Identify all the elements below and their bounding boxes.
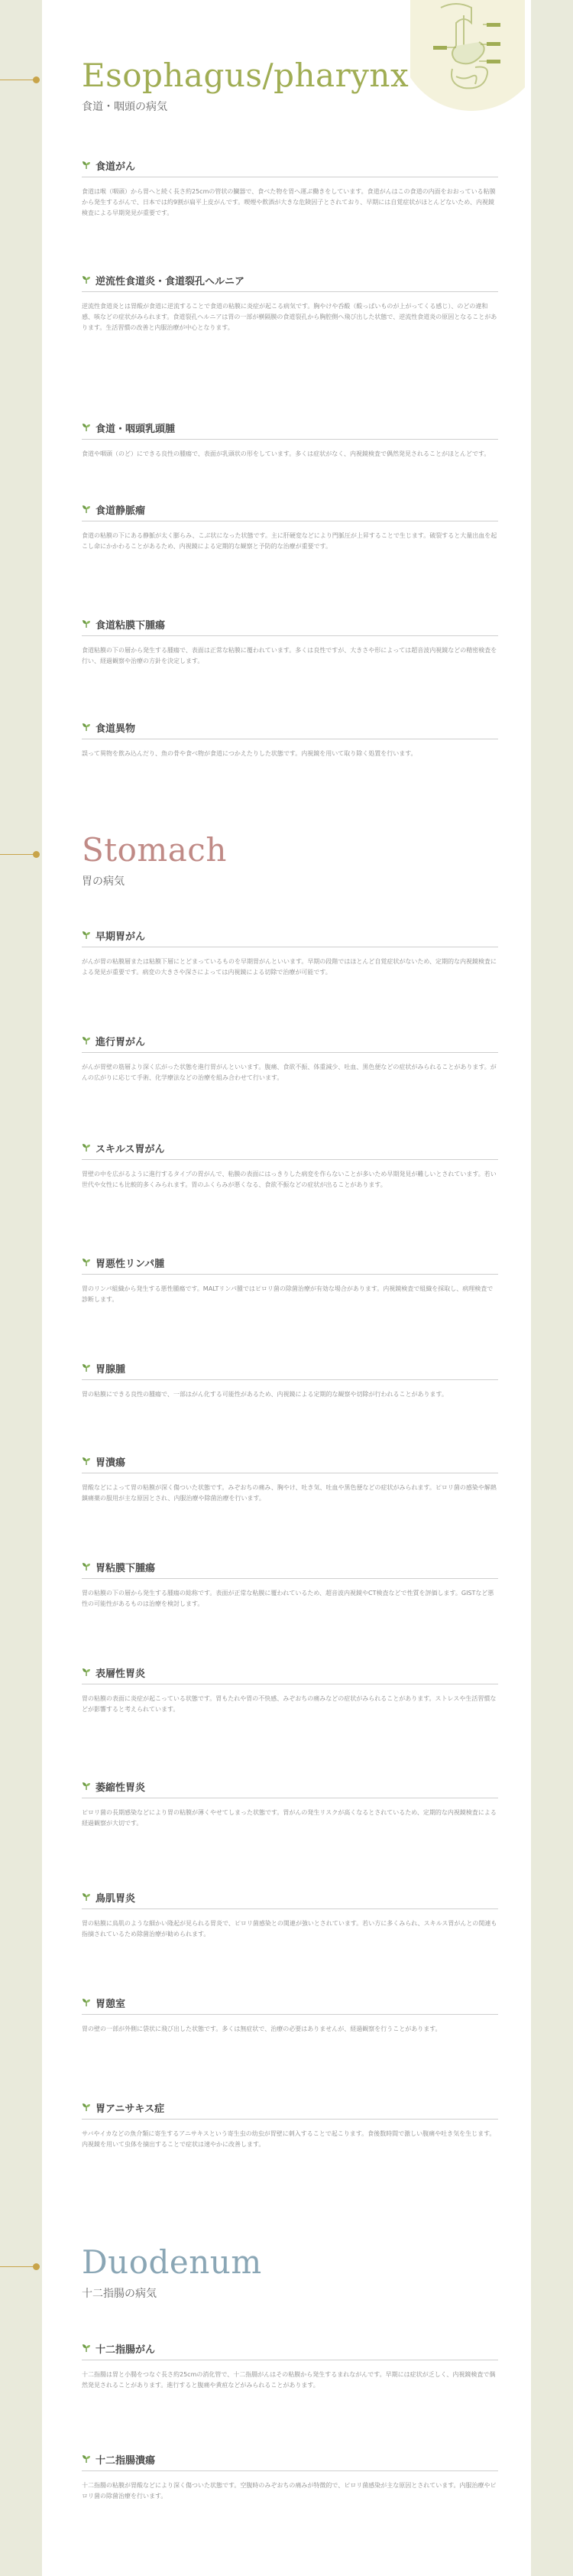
entry-body: がんが胃壁の筋層より深く広がった状態を進行胃がんといいます。腹痛、食欲不振、体重減少、吐血、黒色便などの症状がみられることがあります。がんの広がりに応じて手術、化学療法などの治療を組み合わせて行います。 xyxy=(82,1064,497,1081)
sprout-icon xyxy=(82,275,91,284)
disease-entry xyxy=(82,1778,498,1829)
section-marker-dot xyxy=(33,851,40,858)
disease-entry xyxy=(82,2451,498,2502)
entry-title: 鳥肌胃炎 xyxy=(96,1892,136,1905)
entry-body: 食道粘膜の下の層から発生する腫瘍で、表面は正常な粘膜に覆われています。多くは良性ですが、大きさや形によっては超音波内視鏡などの精密検査を行い、経過観察や治療の方針を決定します。 xyxy=(82,647,497,664)
entry-title: 食道・咽頭乳頭腫 xyxy=(96,423,176,435)
entry-body: 胃壁の中を広がるように進行するタイプの胃がんで、粘膜の表面にはっきりした病変を作らないことが多いため早期発見が難しいとされています。若い世代や女性にも比較的多くみられます。胃のふくらみが悪くなる、食欲不振などの症状が出ることがあります。 xyxy=(82,1171,497,1188)
entry-title: 胃潰瘍 xyxy=(96,1457,126,1469)
sprout-icon xyxy=(82,1363,91,1372)
entry-body: 胃の粘膜に鳥肌のような細かい隆起が見られる胃炎で、ピロリ菌感染との関連が強いとされています。若い方に多くみられ、スキルス胃がんとの関連も指摘されているため除菌治療が勧められます。 xyxy=(82,1920,497,1938)
entry-title: 胃アニサキス症 xyxy=(96,2103,165,2115)
section-subtitle: 胃の病気 xyxy=(82,875,125,888)
section-title: Duodenum xyxy=(82,2243,262,2281)
sprout-icon xyxy=(82,423,91,432)
sprout-icon xyxy=(82,1457,91,1466)
disease-entry xyxy=(82,616,498,667)
entry-body: 胃の粘膜の下の層から発生する腫瘍の総称です。表面が正常な粘膜に覆われているため、超音波内視鏡やCT検査などで性質を評価します。GISTなど悪性の可能性があるものは治療を検討します。 xyxy=(82,1590,494,1607)
section-marker-dot xyxy=(33,76,40,83)
digestive-organ-illustration xyxy=(410,0,525,115)
sprout-icon xyxy=(82,1562,91,1571)
entry-body: 胃のリンパ組織から発生する悪性腫瘍です。MALTリンパ腫ではピロリ菌の除菌治療が有効な場合があります。内視鏡検査で組織を採取し、病理検査で診断します。 xyxy=(82,1285,494,1303)
disease-entry xyxy=(82,1664,498,1715)
section-title: Stomach xyxy=(82,831,227,869)
entry-title: 食道異物 xyxy=(96,723,136,735)
entry-title: 胃憩室 xyxy=(96,1998,126,2010)
sprout-icon xyxy=(82,2454,91,2464)
section-subtitle: 食道・咽頭の病気 xyxy=(82,101,167,113)
entry-title: 食道粘膜下腫瘍 xyxy=(96,619,166,632)
entry-body: ピロリ菌の長期感染などにより胃の粘膜が薄くやせてしまった状態です。胃がんの発生リスクが高くなるとされているため、定期的な内視鏡検査による経過観察が大切です。 xyxy=(82,1809,497,1827)
entry-body: がんが胃の粘膜層または粘膜下層にとどまっているものを早期胃がんといいます。早期の段階ではほとんど自覚症状がないため、定期的な内視鏡検査による発見が重要です。病変の大きさや深さによっては内視鏡による切除で治療が可能です。 xyxy=(82,958,497,976)
entry-body: 十二指腸は胃と小腸をつなぐ長さ約25cmの消化管で、十二指腸がんはその粘膜から発生するまれながんです。早期には症状が乏しく、内視鏡検査で偶然発見されることがあります。進行すると腹痛や黄疸などがみられることがあります。 xyxy=(82,2371,496,2389)
entry-body: 食道の粘膜の下にある静脈が太く膨らみ、こぶ状になった状態です。主に肝硬変などにより門脈圧が上昇することで生じます。破裂すると大量出血を起こし命にかかわることがあるため、内視鏡による定期的な観察と予防的な治療が重要です。 xyxy=(82,532,497,550)
disease-entry xyxy=(82,1558,498,1610)
entry-title: 胃悪性リンパ腫 xyxy=(96,1258,165,1270)
entry-title: 食道静脈瘤 xyxy=(96,505,146,517)
sprout-icon xyxy=(82,1668,91,1677)
entry-title: 食道がん xyxy=(96,161,136,173)
disease-entry xyxy=(82,1254,498,1305)
entry-title: 胃腺腫 xyxy=(96,1363,126,1376)
entry-body: 食道は喉（咽頭）から胃へと続く長さ約25cmの管状の臓器で、食べた物を胃へ運ぶ働きをしています。食道がんはこの食道の内面をおおっている粘膜から発生するがんで、日本では約9割が扁平上皮がんです。喫煙や飲酒が大きな危険因子とされており、早期には自覚症状がほとんどないため、内視鏡検査による早期発見が重要です。 xyxy=(82,188,496,216)
sprout-icon xyxy=(82,1258,91,1267)
sprout-icon xyxy=(82,1036,91,1045)
sprout-icon xyxy=(82,619,91,629)
sprout-icon xyxy=(82,1782,91,1791)
entry-title: 早期胃がん xyxy=(96,931,146,943)
disease-entry xyxy=(82,1359,498,1400)
entry-title: 表層性胃炎 xyxy=(96,1668,146,1680)
entry-body: 十二指腸の粘膜が胃酸などにより深く傷ついた状態です。空腹時のみぞおちの痛みが特徴的で、ピロリ菌感染が主な原因とされています。内服治療やピロリ菌の除菌治療を行います。 xyxy=(82,2482,497,2500)
disease-entry xyxy=(82,419,498,460)
entry-body: 胃の壁の一部が外側に袋状に飛び出した状態です。多くは無症状で、治療の必要はありませんが、経過観察を行うことがあります。 xyxy=(82,2025,442,2032)
disease-entry xyxy=(82,1032,498,1083)
entry-body: 誤って異物を飲み込んだり、魚の骨や食べ物が食道につかえたりした状態です。内視鏡を用いて取り除く処置を行います。 xyxy=(82,750,417,757)
page-panel xyxy=(42,0,531,2576)
entry-title: スキルス胃がん xyxy=(96,1143,165,1155)
disease-entry xyxy=(82,1994,498,2035)
entry-title: 胃粘膜下腫瘍 xyxy=(96,1562,156,1574)
entry-title: 逆流性食道炎・食道裂孔ヘルニア xyxy=(96,275,245,287)
entry-body: サバやイカなどの魚介類に寄生するアニサキスという寄生虫の幼虫が胃壁に刺入することで起こります。食後数時間で激しい腹痛や吐き気を生じます。内視鏡を用いて虫体を摘出することで症状は速やかに改善します。 xyxy=(82,2130,496,2148)
disease-entry xyxy=(82,157,498,219)
entry-title: 萎縮性胃炎 xyxy=(96,1782,146,1794)
sprout-icon xyxy=(82,2344,91,2353)
sprout-icon xyxy=(82,2103,91,2112)
disease-entry xyxy=(82,2340,498,2391)
sprout-icon xyxy=(82,161,91,170)
entry-title: 十二指腸潰瘍 xyxy=(96,2454,156,2467)
disease-entry xyxy=(82,927,498,978)
sprout-icon xyxy=(82,723,91,732)
entry-body: 食道や咽頭（のど）にできる良性の腫瘍で、表面が乳頭状の形をしています。多くは症状がなく、内視鏡検査で偶然発見されることがほとんどです。 xyxy=(82,450,490,457)
section-subtitle: 十二指腸の病気 xyxy=(82,2288,157,2300)
entry-title: 進行胃がん xyxy=(96,1036,146,1048)
sprout-icon xyxy=(82,1143,91,1152)
disease-entry xyxy=(82,501,498,552)
disease-entry xyxy=(82,1889,498,1940)
disease-entry xyxy=(82,2099,498,2150)
section-marker-dot xyxy=(33,2263,40,2270)
disease-entry xyxy=(82,271,498,333)
disease-entry xyxy=(82,1139,498,1191)
entry-body: 胃酸などによって胃の粘膜が深く傷ついた状態です。みぞおちの痛み、胸やけ、吐き気、吐血や黒色便などの症状がみられます。ピロリ菌の感染や解熱鎮痛薬の服用が主な原因とされ、内服治療や除菌治療を行います。 xyxy=(82,1484,497,1502)
sprout-icon xyxy=(82,931,91,940)
section-title: Esophagus/pharynx xyxy=(82,57,410,94)
sprout-icon xyxy=(82,1998,91,2007)
entry-body: 胃の粘膜の表面に炎症が起こっている状態です。胃もたれや胃の不快感、みぞおちの痛みなどの症状がみられることがあります。ストレスや生活習慣などが影響すると考えられています。 xyxy=(82,1695,497,1713)
sprout-icon xyxy=(82,505,91,514)
disease-entry xyxy=(82,1453,498,1504)
entry-title: 十二指腸がん xyxy=(96,2344,156,2356)
disease-entry xyxy=(82,719,498,759)
entry-body: 逆流性食道炎とは胃酸が食道に逆流することで食道の粘膜に炎症が起こる病気です。胸やけや呑酸（酸っぱいものが上がってくる感じ）、のどの違和感、咳などの症状がみられます。食道裂孔ヘルニアは胃の一部が横隔膜の食道裂孔から胸腔側へ飛び出した状態で、逆流性食道炎の原因となることがあります。生活習慣の改善と内服治療が中心となります。 xyxy=(82,303,497,331)
sprout-icon xyxy=(82,1892,91,1902)
entry-body: 胃の粘膜にできる良性の腫瘍で、一部はがん化する可能性があるため、内視鏡による定期的な観察や切除が行われることがあります。 xyxy=(82,1391,448,1398)
